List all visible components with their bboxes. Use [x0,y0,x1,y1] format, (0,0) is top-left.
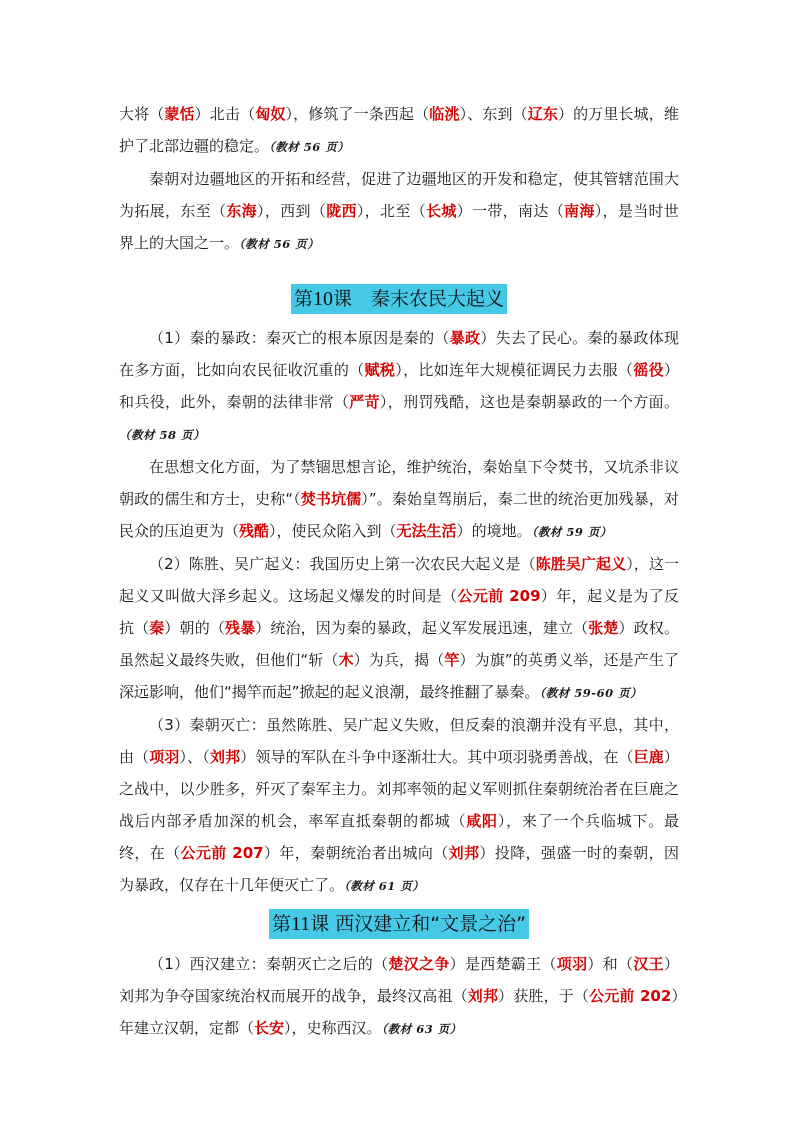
answer-blank: 秦 [149,619,165,637]
answer-blank: 木 [338,651,354,669]
answer-blank: 蒙恬 [164,105,195,123]
answer-blank: 张楚 [588,619,619,637]
text: ）”。秦始皇驾崩后，秦二世的统治更加残暴，对民众的压迫更为（ [119,490,679,540]
text: ）是西楚霸王（ [449,955,557,973]
lesson-11-heading-row [119,905,679,945]
text: ）获胜，于（ [498,987,590,1005]
lesson-number: 10 [313,288,333,310]
answer-blank: 刘邦 [448,844,480,862]
text: ）领导的军队在斗争中逐渐壮大。其中项羽骁勇善战，在（ [240,748,634,766]
text: ），来了一个兵临城下。最终，在（ [119,812,679,862]
answer-blank: 项羽 [149,748,180,766]
answer-blank: 公元前 209 [457,587,541,605]
paragraph-great-wall [119,98,679,163]
text: ），是当时世界上的大国之一。 [119,202,679,252]
answer-blank: 汉王 [633,955,664,973]
text: ）统治，因为秦的暴政，起义军发展迅速，建立（ [255,619,589,637]
textbook-page-ref: （教材 59-60 页） [539,686,643,700]
answer-blank: 徭役 [633,361,664,379]
answer-blank: 公元前 202 [589,987,672,1005]
answer-blank: 匈奴 [255,105,286,123]
answer-blank: 东海 [226,202,258,220]
text: ），刑罚残酷，这也是秦朝暴政的一个方面。 [379,393,679,411]
answer-blank: 陇西 [326,202,357,220]
answer-blank: 竿 [444,651,460,669]
text: ），比如连年大规模征调民力去服（ [395,361,634,379]
paragraph-frontier [119,163,679,260]
textbook-page-ref: （教材 56 页） [239,237,320,251]
text: ）年，秦朝统治者出城向（ [263,844,449,862]
answer-blank: 刘邦 [467,987,499,1005]
lesson-10-heading [291,284,507,314]
text: ）年建立汉朝，定都（ [119,987,679,1037]
textbook-page-ref: （教材 63 页） [381,1022,462,1036]
text: ）一带，南达（ [456,202,565,220]
answer-blank: 无法生活 [396,522,457,540]
text: ）为兵，揭（ [353,651,445,669]
text: ）北击（ [194,105,256,123]
text: ）年，起义是为了反抗（ [119,587,679,637]
text: ），使民众陷入到（ [269,522,397,540]
text: ）刘邦为争夺国家统治权而展开的战争，最终汉高祖（ [119,955,679,1005]
answer-blank: 赋税 [364,361,396,379]
text: ）的境地。 [456,522,532,540]
text: ）、东到（ [459,105,528,123]
answer-blank: 刘邦 [209,748,241,766]
text: （2）陈胜、吴广起义：我国历史上第一次农民大起义是（ [149,555,536,573]
text: ）的万里长城，维护了北部边疆的稳定。 [119,105,679,155]
heading-title: 课 西汉建立和“文景之治” [310,913,526,935]
answer-blank: 焚书坑儒 [300,490,362,508]
text: ）投降，强盛一时的秦朝，因为暴政，仅存在十几年便灭亡了。 [119,844,679,894]
textbook-page-ref: （教材 56 页） [269,140,350,154]
text: ），这一起义又叫做大泽乡起义。这场起义爆发的时间是（ [119,555,679,605]
document-page [119,98,679,1045]
text: ），修筑了一条西起（ [285,105,430,123]
answer-blank: 公元前 207 [180,844,264,862]
answer-blank: 残酷 [239,522,270,540]
answer-blank: 南海 [564,202,595,220]
text: 秦朝对边疆地区的开拓和经营，促进了边疆地区的开发和稳定，使其管辖范围大为拓展，东至（ [119,170,679,220]
text: ）为旗”的英勇义举，还是产生了深远影响，他们“揭竿而起”掀起的起义浪潮，最终推翻了暴秦。 [119,651,679,701]
answer-blank: 楚汉之争 [388,955,450,973]
answer-blank: 严苛 [349,393,380,411]
heading-prefix: 第 [271,913,291,935]
answer-blank: 长城 [426,202,457,220]
text: ），北至（ [356,202,427,220]
text: （3）秦朝灭亡：虽然陈胜、吴广起义失败，但反秦的浪潮并没有平息，其中，由（ [119,716,679,766]
text: ）和（ [587,955,634,973]
answer-blank: 长安 [254,1019,285,1037]
text: 大将（ [119,105,165,123]
text: ）政权。虽然起义最终失败，但他们“斩（ [119,619,679,669]
answer-blank: 暴政 [449,329,481,347]
paragraph-chen-sheng-wu-guang [119,548,679,709]
answer-blank: 陈胜吴广起义 [535,555,627,573]
answer-blank: 辽东 [527,105,558,123]
text: ）失去了民心。秦的暴政体现在多方面，比如向农民征收沉重的（ [119,329,679,379]
lesson-number: 11 [291,913,311,935]
lesson-10-heading-row [119,280,679,320]
answer-blank: 临洮 [429,105,460,123]
textbook-page-ref: （教材 61 页） [344,879,425,893]
answer-blank: 项羽 [556,955,588,973]
textbook-page-ref: （教材 58 页） [119,428,206,442]
paragraph-book-burning [119,451,679,548]
text: （1）西汉建立：秦朝灭亡之后的（ [149,955,389,973]
text: ），史称西汉。 [284,1019,382,1037]
text: ）、（ [179,748,210,766]
text: ）之战中，以少胜多，歼灭了秦军主力。刘邦率领的起义军则抓住秦朝统治者在巨鹿之战后内部矛盾加深的机会，率军直抵秦朝的都城（ [119,748,679,830]
answer-blank: 咸阳 [466,812,498,830]
heading-prefix: 第 [293,288,313,310]
lesson-11-heading [269,909,529,939]
answer-blank: 残暴 [224,619,256,637]
text: ）和兵役，此外，秦朝的法律非常（ [119,361,679,411]
paragraph-qin-fall [119,709,679,902]
text: ）朝的（ [164,619,225,637]
paragraph-qin-tyranny [119,322,679,451]
textbook-page-ref: （教材 59 页） [531,525,612,539]
answer-blank: 巨鹿 [633,748,664,766]
text: （1）秦的暴政：秦灭亡的根本原因是秦的（ [149,329,450,347]
text: 在思想文化方面，为了禁锢思想言论，维护统治，秦始皇下令焚书，又坑杀非议朝政的儒生和方士，史称“（ [119,458,679,508]
heading-title: 课 秦末农民大起义 [333,288,505,310]
paragraph-western-han [119,948,679,1045]
text: ），西到（ [257,202,327,220]
